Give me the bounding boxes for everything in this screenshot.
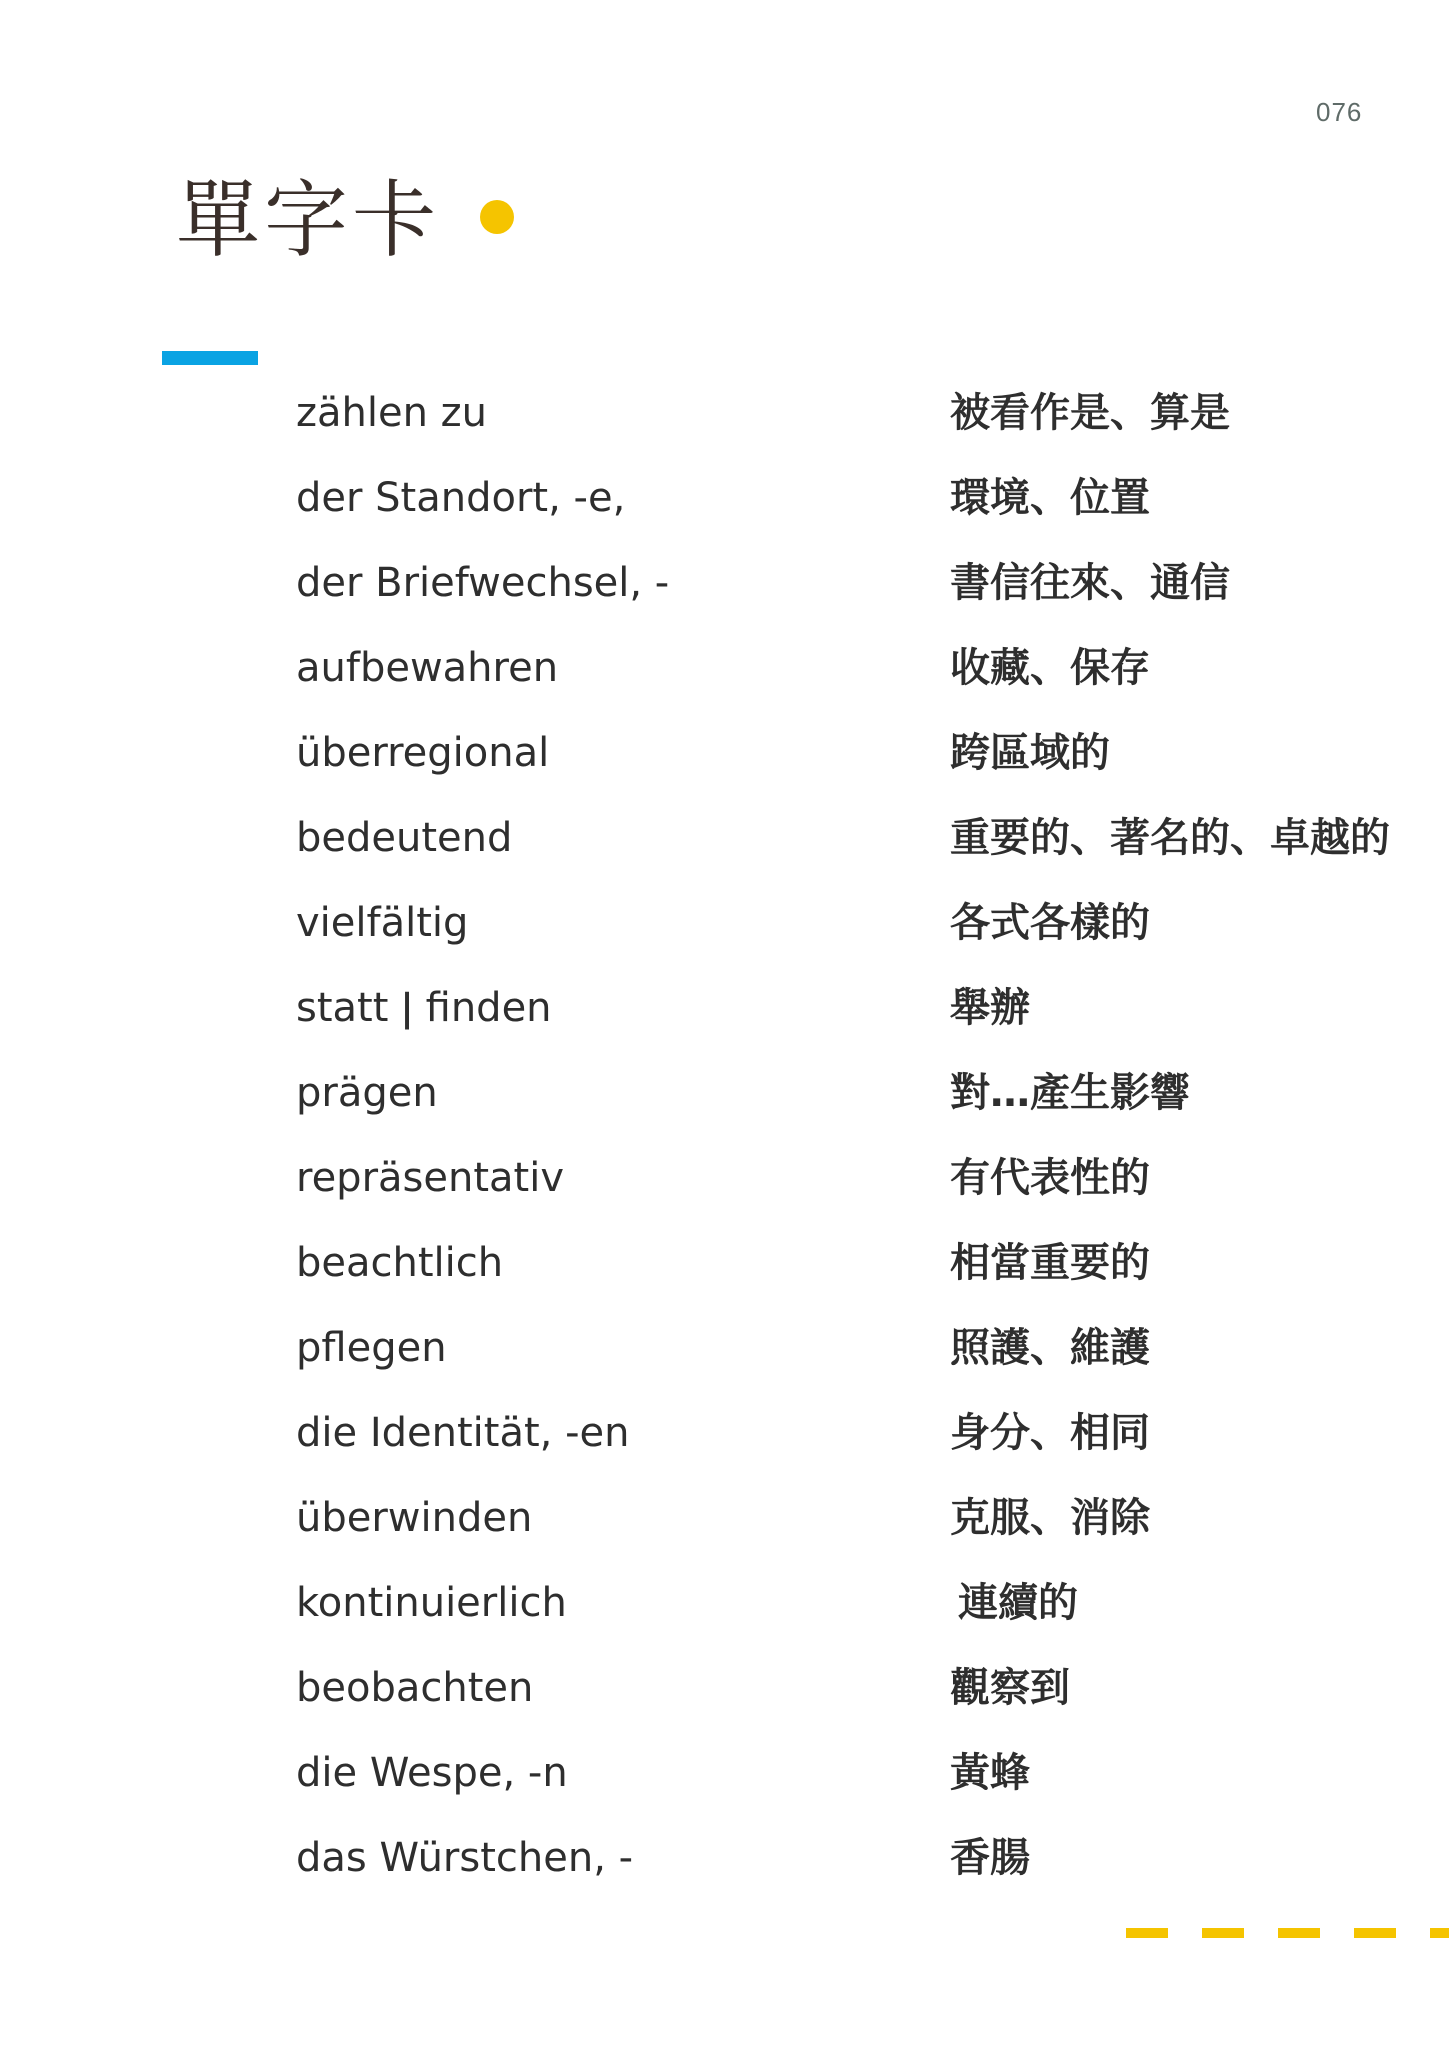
vocab-row <box>0 1313 1449 1398</box>
vocab-row <box>0 1653 1449 1738</box>
vocab-meaning: 克服、消除 <box>950 1495 1150 1541</box>
page-number: 076 <box>1316 97 1363 127</box>
vocab-meaning: 相當重要的 <box>950 1240 1150 1286</box>
vocab-meaning: 有代表性的 <box>950 1155 1150 1201</box>
vocab-row <box>0 1058 1449 1143</box>
vocab-row <box>0 803 1449 888</box>
vocab-term: das Würstchen, - <box>296 1835 634 1881</box>
vocab-term: prägen <box>296 1070 438 1116</box>
vocab-term: der Standort, -e, <box>296 475 626 521</box>
vocab-term: zählen zu <box>296 390 487 436</box>
vocab-term: bedeutend <box>296 815 513 861</box>
vocab-row <box>0 548 1449 633</box>
vocab-meaning: 環境、位置 <box>950 475 1150 521</box>
vocab-meaning: 身分、相同 <box>950 1410 1150 1456</box>
vocab-meaning: 被看作是、算是 <box>950 390 1230 436</box>
vocab-term: pflegen <box>296 1325 447 1371</box>
vocab-term: vielfältig <box>296 900 469 946</box>
vocab-row <box>0 378 1449 463</box>
vocab-term: überregional <box>296 730 550 776</box>
blue-accent-bar <box>162 351 258 365</box>
vocab-term: repräsentativ <box>296 1155 564 1201</box>
vocab-term: kontinuierlich <box>296 1580 567 1626</box>
vocab-term: die Wespe, -n <box>296 1750 568 1796</box>
vocab-meaning: 對…產生影響 <box>950 1070 1190 1116</box>
vocab-term: beobachten <box>296 1665 534 1711</box>
title-dot-decoration <box>480 200 514 234</box>
vocab-row <box>0 1483 1449 1568</box>
vocab-row <box>0 1738 1449 1823</box>
vocab-row <box>0 1398 1449 1483</box>
vocab-term: überwinden <box>296 1495 533 1541</box>
vocab-term: beachtlich <box>296 1240 504 1286</box>
page-title: 單字卡 <box>176 171 441 269</box>
vocab-row <box>0 973 1449 1058</box>
vocab-meaning: 香腸 <box>950 1835 1030 1881</box>
vocab-term: die Identität, -en <box>296 1410 630 1456</box>
vocab-term: aufbewahren <box>296 645 559 691</box>
vocab-meaning: 收藏、保存 <box>950 645 1150 691</box>
vocab-row <box>0 463 1449 548</box>
vocab-meaning: 觀察到 <box>950 1665 1070 1711</box>
vocab-meaning: 重要的、著名的、卓越的 <box>950 815 1390 861</box>
vocab-term: statt ǀ finden <box>296 985 552 1031</box>
vocab-row <box>0 1568 1449 1653</box>
vocab-meaning: 連續的 <box>958 1580 1078 1626</box>
vocab-meaning: 黃蜂 <box>950 1750 1030 1796</box>
vocab-meaning: 舉辦 <box>950 985 1030 1031</box>
vocab-row <box>0 888 1449 973</box>
vocab-meaning: 照護、維護 <box>950 1325 1150 1371</box>
vocab-meaning: 各式各樣的 <box>950 900 1150 946</box>
vocabulary-list <box>0 378 1449 1908</box>
vocab-row <box>0 718 1449 803</box>
dashed-divider <box>1126 1928 1449 1938</box>
vocab-row <box>0 1823 1449 1908</box>
vocab-meaning: 書信往來、通信 <box>950 560 1230 606</box>
vocab-row <box>0 633 1449 718</box>
vocab-row <box>0 1228 1449 1313</box>
vocab-term: der Briefwechsel, - <box>296 560 670 606</box>
vocab-meaning: 跨區域的 <box>950 730 1110 776</box>
vocab-row <box>0 1143 1449 1228</box>
